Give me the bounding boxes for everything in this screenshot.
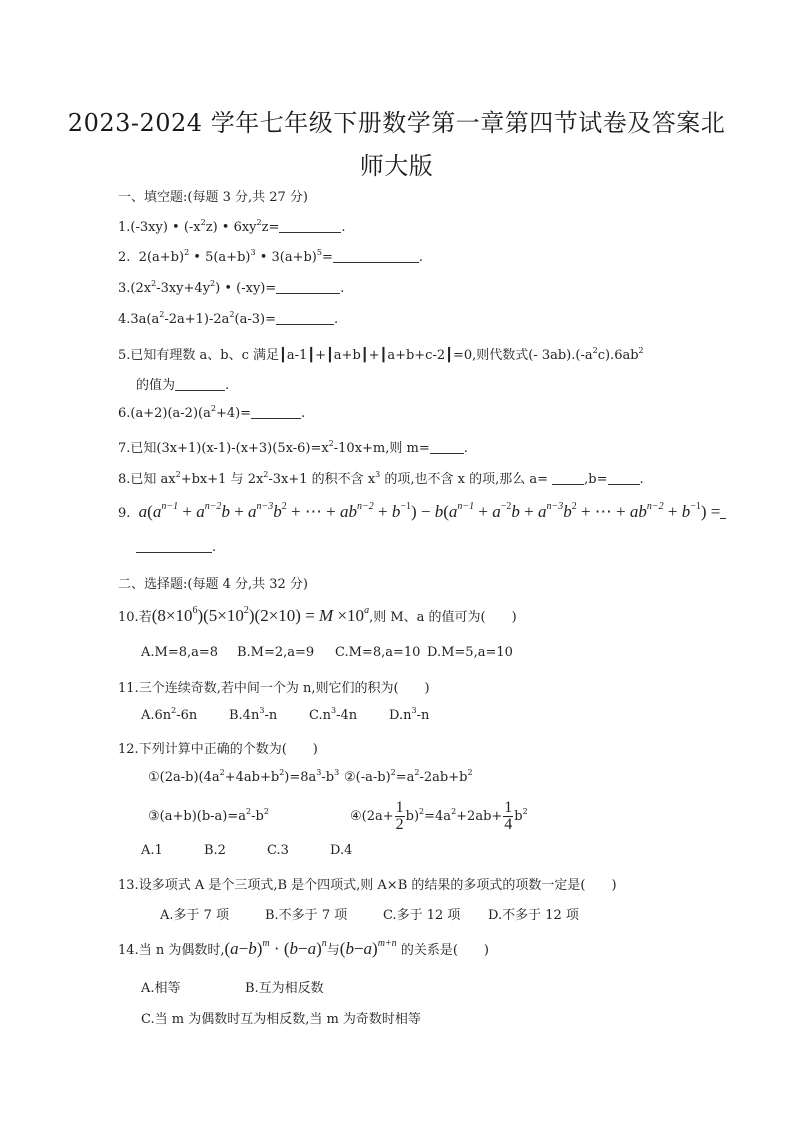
q9-answer-blank-start[interactable]: [720, 506, 726, 519]
question-11: [118, 677, 430, 696]
question-7: 7.已知$(3x+1)(x-1)-(x+3)(5x-6)=x^2-10x+m$,则 m= .: [118, 439, 468, 456]
q14-number: 14.: [118, 943, 139, 958]
q10-options: [141, 645, 513, 660]
question-3: $3.(2x^2-3xy+4y^2)$ • (-xy)= .: [118, 279, 345, 296]
q12-statement-3: $③(a+b)(b-a)=a^2-b^2$: [148, 807, 269, 824]
q14-options-row1: [141, 977, 324, 996]
q5-text2: 的值为: [136, 378, 176, 393]
q5-number: 5.: [118, 348, 131, 363]
q3-answer-blank[interactable]: [276, 281, 340, 294]
q6-text: $(a+2)(a-2)(a^2+4)=$: [130, 404, 252, 421]
q12-option-b[interactable]: B.2: [204, 843, 226, 858]
q4-number: 4.: [118, 312, 131, 327]
q6-number: 6.: [118, 406, 131, 421]
q8-answer-blank-a[interactable]: [552, 472, 584, 485]
q13-text: 设多项式 A 是个三项式,B 是个四项式,则 A×B 的结果的多项式的项数一定是( ): [138, 878, 617, 893]
q14-expression-2: $(b-a)^{m+n}$: [339, 938, 397, 958]
document-title-line2: 师大版: [359, 152, 434, 180]
q11-number: 11.: [118, 681, 139, 696]
q14-options-row2: [141, 1008, 421, 1027]
q10-option-d[interactable]: D.M=5,a=10: [427, 645, 513, 660]
q1-number: 1.: [118, 220, 131, 235]
q7-text: 已知$(3x+1)(x-1)-(x+3)(5x-6)=x^2-10x+m$,则 m=: [130, 439, 430, 456]
q13-option-a[interactable]: A.多于 7 项: [160, 908, 230, 923]
q13-number: 13.: [118, 878, 139, 893]
q4-answer-blank[interactable]: [276, 312, 334, 325]
q12-text: 下列计算中正确的个数为( ): [138, 742, 318, 757]
q8-number: 8.: [118, 472, 131, 487]
q6-answer-blank[interactable]: [251, 406, 301, 419]
q11-option-a[interactable]: $A.6n^2-6n$: [141, 706, 198, 723]
q5-text: 已知有理数 a、b、c 满足┃a-1┃+┃a+b┃+┃a+b+c-2┃=0,则代数式(- $3ab).(-a^2c).6ab^2$: [130, 346, 644, 363]
q10-option-c[interactable]: C.M=8,a=10: [335, 645, 421, 660]
q10-suffix: ,则 M、a 的值可为( ): [369, 610, 517, 625]
q12-options: [141, 843, 352, 858]
q12-statements-row1: [148, 770, 473, 785]
q12-option-a[interactable]: A.1: [141, 843, 163, 858]
q14-option-c[interactable]: C.当 m 为偶数时互为相反数,当 m 为奇数时相等: [141, 1012, 421, 1027]
q14-option-a[interactable]: A.相等: [141, 981, 181, 996]
q14-suffix: 的关系是( ): [400, 943, 489, 958]
q14-mid: 与: [326, 943, 340, 958]
q12-statements-row2: [148, 800, 528, 833]
q9-number: 9.: [118, 506, 139, 521]
q12-statement-1: $①(2a-b)(4a^2+4ab+b^2)=8a^3-b^3$: [148, 768, 340, 785]
q14-option-b[interactable]: B.互为相反数: [245, 981, 324, 996]
document-title-line1: 2023-2024 学年七年级下册数学第一章第四节试卷及答案北: [67, 109, 726, 137]
q12-number: 12.: [118, 742, 139, 757]
q7-number: 7.: [118, 441, 131, 456]
q3-text: $(2x^2-3xy+4y^2)$ • (-xy)=: [130, 279, 277, 296]
q12-option-c[interactable]: C.3: [267, 843, 289, 858]
question-5-cont: 的值为 .: [136, 378, 230, 393]
question-4: $4.3a(a^2-2a+1)-2a^2(a-3)=$ .: [118, 310, 339, 327]
question-10: [118, 606, 517, 626]
question-6: $6.(a+2)(a-2)(a^2+4)=$ .: [118, 404, 306, 421]
q13-option-b[interactable]: B.不多于 7 项: [265, 908, 348, 923]
question-9: [118, 502, 726, 522]
question-5: [118, 344, 644, 363]
q11-options: [141, 708, 429, 723]
q2-text: $2(a+b)^2$ • $5(a+b)^3$ • $3(a+b)^5=$: [138, 248, 333, 265]
question-13: [118, 874, 617, 893]
question-2: 2. $2(a+b)^2$ • $5(a+b)^3$ • $3(a+b)^5=$ .: [118, 248, 424, 265]
question-8: 8.已知 $ax^2+bx+1$ 与 $2x^2-3x+1$ 的积不含 $x^3$ 的项,也不含 x 的项,那么 a= ,b= .: [118, 470, 644, 487]
q8-answer-blank-b[interactable]: [608, 472, 640, 485]
q11-option-c[interactable]: $C.n^3-4n$: [309, 706, 358, 723]
q9-answer-blank[interactable]: [136, 540, 212, 553]
q11-option-b[interactable]: $B.4n^3-n$: [229, 706, 278, 723]
q1-text: (-3xy) • $(-x^2z)$ • $6xy^2z=$: [130, 218, 280, 235]
q13-option-c[interactable]: C.多于 12 项: [383, 908, 461, 923]
q2-answer-blank[interactable]: [333, 250, 419, 263]
q12-option-d[interactable]: D.4: [330, 843, 353, 858]
q11-text: 三个连续奇数,若中间一个为 n,则它们的积为( ): [138, 681, 430, 696]
q13-option-d[interactable]: D.不多于 12 项: [488, 908, 579, 923]
section1-heading: 一、填空题:(每题 3 分,共 27 分): [118, 190, 308, 205]
section2-heading: 二、选择题:(每题 4 分,共 32 分): [118, 577, 308, 592]
q4-text: $3a(a^2-2a+1)-2a^2(a-3)=$: [130, 310, 276, 327]
q12-statement-2: $②(-a-b)^2=a^2-2ab+b^2$: [344, 768, 473, 785]
q2-number: 2.: [118, 250, 139, 265]
q10-number: 10.: [118, 610, 139, 625]
q10-expression: $(8\times 10^6)(5\times 10^2)(2\times 10) = M \times 10^a$: [151, 605, 370, 625]
q12-statement-4: ④(2a+ $\frac{1}{2}$ $b)^2=4a^2+2ab+$ $\frac{1}{4}$ $b^2$: [350, 799, 528, 833]
q10-option-a[interactable]: A.M=8,a=8: [141, 645, 219, 660]
q10-option-b[interactable]: B.M=2,a=9: [237, 645, 315, 660]
q13-options: [160, 904, 579, 923]
q11-option-d[interactable]: $D.n^3-n$: [389, 706, 430, 723]
q3-number: 3.: [118, 281, 131, 296]
question-12: [118, 738, 318, 757]
q7-answer-blank[interactable]: [430, 441, 464, 454]
q5-answer-blank[interactable]: [175, 378, 225, 391]
q1-answer-blank[interactable]: [279, 220, 341, 233]
q10-prefix: 若: [138, 610, 152, 625]
q9-expression: $a(a^{n-1} + a^{n-2}b + a^{n-3}b^2$ + ⋯ + $ab^{n-2} + b^{-1}) - b(a^{n-1} + a^{-2}b + a^{n-3}b^2$ + ⋯ + $ab^{n-2} + b^{-1}$) =: [138, 501, 721, 521]
question-14: [118, 939, 489, 959]
question-9-cont: .: [136, 540, 216, 555]
q8-text: 已知 $ax^2+bx+1$ 与 $2x^2-3x+1$ 的积不含 $x^3$ 的项,也不含 x 的项,那么 a=: [130, 470, 553, 487]
question-1: 1.(-3xy) • $(-x^2z)$ • $6xy^2z=$ .: [118, 218, 346, 235]
q14-expression-1: $(a-b)^m \cdot (b-a)^n$: [224, 938, 327, 958]
q14-prefix: 当 n 为偶数时,: [138, 943, 225, 958]
